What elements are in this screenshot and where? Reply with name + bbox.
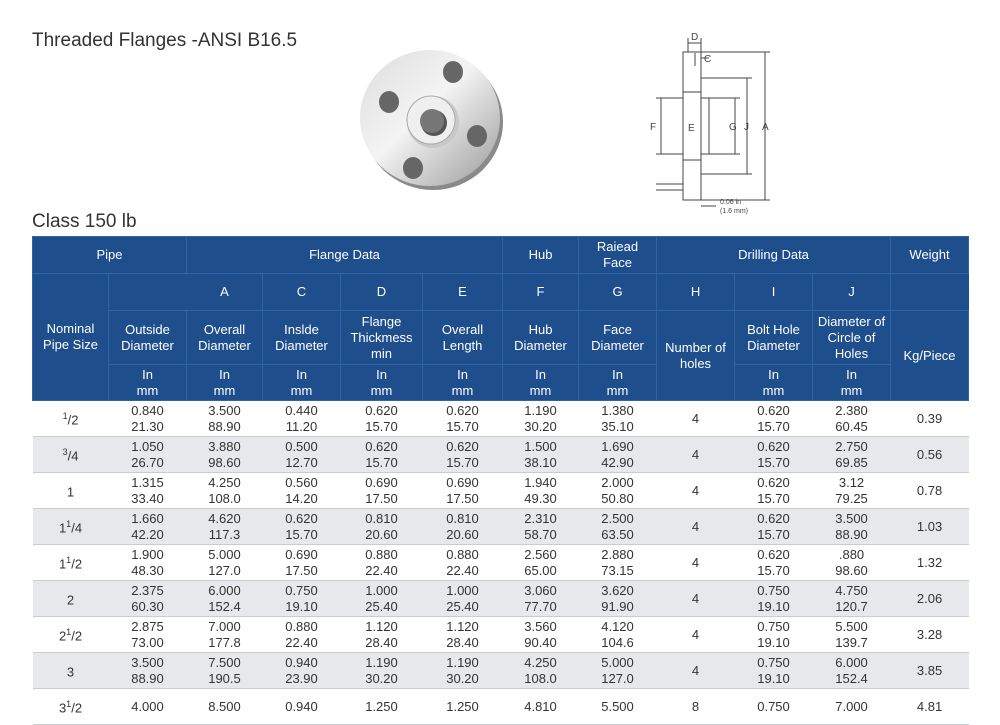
cell-holes: 4 [657, 401, 735, 437]
cell-dd: 0.690 17.50 [341, 473, 423, 509]
cell-g: 1.690 42.90 [579, 437, 657, 473]
cell-e: 1.190 30.20 [423, 653, 503, 689]
dim-label-a: A [762, 122, 769, 133]
header-number-of-holes: Number of holes [657, 311, 735, 401]
cell-holes: 4 [657, 617, 735, 653]
cell-bolt-hole: 0.750 19.10 [735, 653, 813, 689]
cell-e: 0.810 20.60 [423, 509, 503, 545]
cell-c: 0.440 11.20 [263, 401, 341, 437]
cell-g: 4.120 104.6 [579, 617, 657, 653]
cell-holes: 4 [657, 437, 735, 473]
cell-weight: 0.56 [891, 437, 969, 473]
cell-circle: 7.000 [813, 689, 891, 725]
cell-weight: 4.81 [891, 689, 969, 725]
header-bolt-hole-diameter: Bolt Hole Diameter [735, 311, 813, 365]
flange-table [32, 236, 969, 725]
dim-label-d: D [691, 32, 699, 43]
cell-bolt-hole: 0.620 15.70 [735, 545, 813, 581]
cell-c: 0.620 15.70 [263, 509, 341, 545]
cell-circle: 6.000 152.4 [813, 653, 891, 689]
cell-g: 5.500 [579, 689, 657, 725]
cell-od: 1.900 48.30 [109, 545, 187, 581]
cell-holes: 4 [657, 653, 735, 689]
letter-j: J [813, 274, 891, 311]
unit-cell: In mm [735, 365, 813, 401]
unit-row [33, 365, 969, 401]
cell-g: 2.500 63.50 [579, 509, 657, 545]
cell-dd: 1.190 30.20 [341, 653, 423, 689]
cell-c: 0.500 12.70 [263, 437, 341, 473]
cell-g: 5.000 127.0 [579, 653, 657, 689]
group-flange-data: Flange Data [187, 237, 503, 274]
cell-circle: 2.380 60.45 [813, 401, 891, 437]
dim-label-c: C [704, 54, 712, 65]
cell-dd: 0.810 20.60 [341, 509, 423, 545]
cell-a: 4.250 108.0 [187, 473, 263, 509]
cell-nominal-size: 2 [33, 581, 109, 617]
cell-f: 4.250 108.0 [503, 653, 579, 689]
cell-a: 6.000 152.4 [187, 581, 263, 617]
cell-circle: 5.500 139.7 [813, 617, 891, 653]
header-outside-diameter: Outside Diameter [109, 311, 187, 365]
cell-f: 1.190 30.20 [503, 401, 579, 437]
cell-f: 1.940 49.30 [503, 473, 579, 509]
table-row [33, 653, 969, 689]
cell-nominal-size: $^3$/4 [33, 437, 109, 473]
unit-cell: In mm [341, 365, 423, 401]
cell-a: 7.500 190.5 [187, 653, 263, 689]
letter-e: E [423, 274, 503, 311]
table-row [33, 473, 969, 509]
unit-cell: In mm [109, 365, 187, 401]
cell-c: 0.880 22.40 [263, 617, 341, 653]
flange-photo [355, 42, 505, 192]
cell-dd: 1.250 [341, 689, 423, 725]
unit-cell: In mm [263, 365, 341, 401]
cell-holes: 4 [657, 545, 735, 581]
cell-e: 0.620 15.70 [423, 437, 503, 473]
cell-dd: 1.120 28.40 [341, 617, 423, 653]
table-row [33, 581, 969, 617]
dim-label-j: J [744, 122, 749, 133]
letter-d: D [341, 274, 423, 311]
header-overall-diameter: Overall Diameter [187, 311, 263, 365]
table-row [33, 617, 969, 653]
letter-a: A [187, 274, 263, 311]
cell-circle: 3.500 88.90 [813, 509, 891, 545]
cell-nominal-size: $3^1/2$ [33, 689, 109, 725]
header-kg-per-piece: Kg/Piece [891, 311, 969, 401]
letter-h: H [657, 274, 735, 311]
cell-nominal-size: $^1$/2 [33, 401, 109, 437]
header-inside-diameter: Inslde Diameter [263, 311, 341, 365]
group-raised-face: Raiead Face [579, 237, 657, 274]
cell-od: 3.500 88.90 [109, 653, 187, 689]
table-row [33, 689, 969, 725]
cell-od: 4.000 [109, 689, 187, 725]
cell-e: 1.000 25.40 [423, 581, 503, 617]
cell-g: 3.620 91.90 [579, 581, 657, 617]
cell-bolt-hole: 0.750 19.10 [735, 581, 813, 617]
cell-g: 2.880 73.15 [579, 545, 657, 581]
header-nominal-pipe-size: Nominal Pipe Size [33, 274, 109, 401]
cell-holes: 4 [657, 509, 735, 545]
cell-bolt-hole: 0.620 15.70 [735, 473, 813, 509]
cell-dd: 1.000 25.40 [341, 581, 423, 617]
cell-dd: 0.880 22.40 [341, 545, 423, 581]
cell-f: 3.060 77.70 [503, 581, 579, 617]
cell-g: 2.000 50.80 [579, 473, 657, 509]
dim-note-mm: (1.6 mm) [720, 208, 748, 215]
cell-c: 0.750 19.10 [263, 581, 341, 617]
cell-a: 7.000 177.8 [187, 617, 263, 653]
cell-f: 4.810 [503, 689, 579, 725]
cell-od: 1.315 33.40 [109, 473, 187, 509]
cell-c: 0.940 23.90 [263, 653, 341, 689]
dim-label-f: F [650, 122, 657, 133]
cell-nominal-size: 3 [33, 653, 109, 689]
cell-weight: 2.06 [891, 581, 969, 617]
page-title: Threaded Flanges -ANSI B16.5 [32, 30, 298, 51]
cell-a: 8.500 [187, 689, 263, 725]
dim-label-g: G [729, 122, 737, 133]
cell-c: 0.940 [263, 689, 341, 725]
header-face-diameter: Face Diameter [579, 311, 657, 365]
cell-holes: 4 [657, 581, 735, 617]
cell-weight: 1.03 [891, 509, 969, 545]
cell-dd: 0.620 15.70 [341, 401, 423, 437]
cell-bolt-hole: 0.620 15.70 [735, 509, 813, 545]
cell-a: 3.880 98.60 [187, 437, 263, 473]
cell-bolt-hole: 0.750 [735, 689, 813, 725]
group-hub: Hub [503, 237, 579, 274]
letter-c: C [263, 274, 341, 311]
letter-g: G [579, 274, 657, 311]
cell-nominal-size: 1 [33, 473, 109, 509]
table-row [33, 509, 969, 545]
cell-holes: 4 [657, 473, 735, 509]
cell-e: 0.690 17.50 [423, 473, 503, 509]
unit-cell: In mm [579, 365, 657, 401]
cell-c: 0.690 17.50 [263, 545, 341, 581]
cell-circle: 2.750 69.85 [813, 437, 891, 473]
unit-cell: In mm [813, 365, 891, 401]
cell-e: 0.620 15.70 [423, 401, 503, 437]
cell-f: 2.560 65.00 [503, 545, 579, 581]
dim-label-e: E [688, 123, 695, 134]
header-overall-length: Overall Length [423, 311, 503, 365]
cell-f: 1.500 38.10 [503, 437, 579, 473]
cell-bolt-hole: 0.620 15.70 [735, 437, 813, 473]
cell-circle: 3.12 79.25 [813, 473, 891, 509]
cell-od: 2.375 60.30 [109, 581, 187, 617]
unit-cell: In mm [503, 365, 579, 401]
group-pipe: Pipe [33, 237, 187, 274]
cell-weight: 3.85 [891, 653, 969, 689]
cell-nominal-size: $2^1/2$ [33, 617, 109, 653]
cell-circle: 4.750 120.7 [813, 581, 891, 617]
cell-e: 1.120 28.40 [423, 617, 503, 653]
table-row [33, 545, 969, 581]
group-drilling-data: Drilling Data [657, 237, 891, 274]
unit-cell: In mm [423, 365, 503, 401]
cell-weight: 0.78 [891, 473, 969, 509]
cell-holes: 8 [657, 689, 735, 725]
cell-a: 4.620 117.3 [187, 509, 263, 545]
cell-a: 5.000 127.0 [187, 545, 263, 581]
cell-od: 1.050 26.70 [109, 437, 187, 473]
table-row [33, 437, 969, 473]
flange-dimension-drawing [640, 28, 790, 218]
cell-nominal-size: $1^1/4$ [33, 509, 109, 545]
cell-od: 0.840 21.30 [109, 401, 187, 437]
header-flange-thickness: Flange Thickmess min [341, 311, 423, 365]
table-row [33, 401, 969, 437]
table-body [33, 401, 969, 725]
cell-bolt-hole: 0.750 19.10 [735, 617, 813, 653]
cell-e: 0.880 22.40 [423, 545, 503, 581]
cell-dd: 0.620 15.70 [341, 437, 423, 473]
cell-a: 3.500 88.90 [187, 401, 263, 437]
cell-weight: 0.39 [891, 401, 969, 437]
cell-f: 3.560 90.40 [503, 617, 579, 653]
dim-note-in: 0.06 in [720, 199, 742, 206]
header-hub-diameter: Hub Diameter [503, 311, 579, 365]
cell-g: 1.380 35.10 [579, 401, 657, 437]
letter-f: F [503, 274, 579, 311]
header-circle-of-holes: Diameter of Circle of Holes [813, 311, 891, 365]
cell-circle: .880 98.60 [813, 545, 891, 581]
cell-od: 2.875 73.00 [109, 617, 187, 653]
cell-c: 0.560 14.20 [263, 473, 341, 509]
cell-f: 2.310 58.70 [503, 509, 579, 545]
group-weight: Weight [891, 237, 969, 274]
unit-cell: In mm [187, 365, 263, 401]
class-subtitle: Class 150 lb [32, 211, 137, 232]
cell-weight: 3.28 [891, 617, 969, 653]
cell-e: 1.250 [423, 689, 503, 725]
letter-i: I [735, 274, 813, 311]
cell-od: 1.660 42.20 [109, 509, 187, 545]
cell-nominal-size: $1^1/2$ [33, 545, 109, 581]
cell-weight: 1.32 [891, 545, 969, 581]
cell-bolt-hole: 0.620 15.70 [735, 401, 813, 437]
